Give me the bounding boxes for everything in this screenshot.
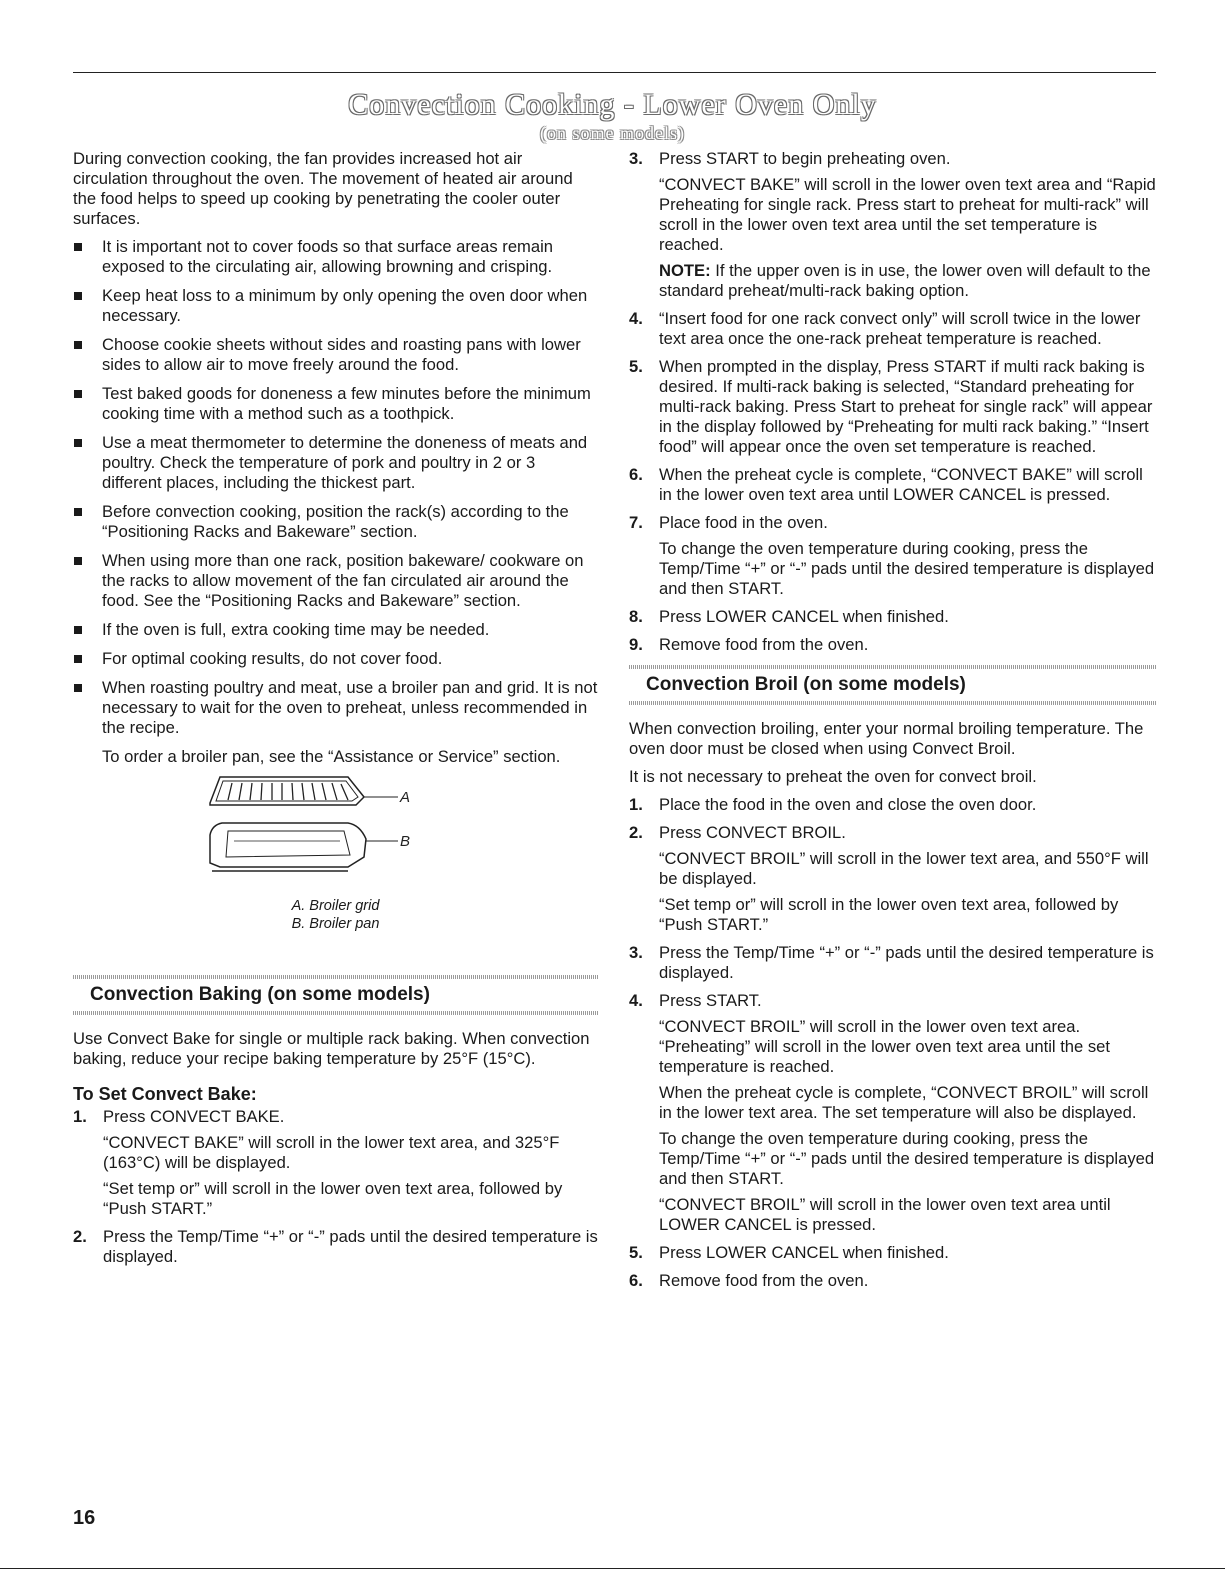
- broil-intro: When convection broiling, enter your normal broiling temperature. The oven door must be closed when using Convect Broil.: [629, 719, 1144, 758]
- bullet-icon: [74, 243, 82, 251]
- step-detail: “CONVECT BROIL” will scroll in the lower oven text area until LOWER CANCEL is pressed.: [659, 1195, 1111, 1234]
- step-number: 2.: [73, 1227, 87, 1246]
- step-number: 4.: [629, 309, 643, 328]
- tips-list: [73, 237, 598, 738]
- list-item: [73, 433, 598, 493]
- bottom-rule: [0, 1568, 1225, 1569]
- bullet-icon: [74, 508, 82, 516]
- step-number: 2.: [629, 823, 643, 842]
- broiler-illustration: [198, 775, 438, 887]
- step-text: Press CONVECT BAKE.: [103, 1107, 285, 1126]
- list-item-text: When using more than one rack, position bakeware/ cookware on the racks to allow movement of the fan circulated air around the food. See the “Positioning Racks and Bakeware” section.: [102, 551, 584, 610]
- list-item-text: For optimal cooking results, do not cover food.: [102, 649, 443, 668]
- step-text: Remove food from the oven.: [659, 635, 869, 654]
- step-item: [73, 1227, 598, 1267]
- top-rule: [73, 72, 1156, 73]
- step-text: Place the food in the oven and close the oven door.: [659, 795, 1037, 814]
- bullet-icon: [74, 390, 82, 398]
- step-detail: “CONVECT BROIL” will scroll in the lower text area, and 550°F will be displayed.: [659, 849, 1149, 888]
- step-number: 5.: [629, 1243, 643, 1262]
- step-number: 6.: [629, 465, 643, 484]
- note-text: If the upper oven is in use, the lower oven will default to the standard preheat/multi-rack baking option.: [659, 261, 1151, 300]
- step-detail: When the preheat cycle is complete, “CONVECT BROIL” will scroll in the lower text area. The set temperature will also be displayed.: [659, 1083, 1149, 1122]
- step-item: [629, 823, 1156, 935]
- page-title: Convection Cooking - Lower Oven Only: [348, 88, 877, 121]
- note-label: NOTE:: [659, 261, 711, 280]
- caption-broiler-grid: A. Broiler grid: [291, 898, 380, 914]
- page-subtitle: (on some models): [540, 123, 685, 143]
- step-item: [629, 513, 1156, 599]
- step-number: 3.: [629, 149, 643, 168]
- step-number: 5.: [629, 357, 643, 376]
- step-text: Press the Temp/Time “+” or “-” pads until the desired temperature is displayed.: [659, 943, 1154, 982]
- convect-bake-subhead: To Set Convect Bake:: [73, 1084, 257, 1104]
- label-a: A: [400, 789, 411, 806]
- step-number: 9.: [629, 635, 643, 654]
- step-detail: To change the oven temperature during cooking, press the Temp/Time “+” or “-” pads until the desired temperature is displayed and then START.: [659, 539, 1155, 598]
- step-text: Press START.: [659, 991, 762, 1010]
- baking-section-header: [73, 975, 598, 1015]
- list-item-text: If the oven is full, extra cooking time may be needed.: [102, 620, 490, 639]
- bullet-icon: [74, 626, 82, 634]
- step-text: When the preheat cycle is complete, “CONVECT BAKE” will scroll in the lower oven text area until LOWER CANCEL is pressed.: [659, 465, 1143, 504]
- caption-broiler-pan: B. Broiler pan: [291, 916, 380, 932]
- step-item: [629, 309, 1156, 349]
- broil-preheat-note: It is not necessary to preheat the oven for convect broil.: [629, 767, 1037, 786]
- step-item: [629, 1271, 1156, 1291]
- list-item: [73, 678, 598, 738]
- list-item: [73, 237, 598, 277]
- step-detail: “CONVECT BAKE” will scroll in the lower oven text area and “Rapid Preheating for single rack. Press start to preheat for multi-rack” will scroll in the lower oven text area until the set temperature is reached.: [659, 175, 1156, 254]
- list-item-text: Keep heat loss to a minimum by only opening the oven door when necessary.: [102, 286, 588, 325]
- list-item: [73, 502, 598, 542]
- list-item: [73, 551, 598, 611]
- list-item: [73, 335, 598, 375]
- step-text: “Insert food for one rack convect only” will scroll twice in the lower text area once the one-rack preheat temperature is reached.: [659, 309, 1141, 348]
- right-column: [629, 149, 1156, 1299]
- bullet-icon: [74, 439, 82, 447]
- list-item: [73, 649, 598, 669]
- label-b: B: [400, 833, 411, 850]
- step-number: 8.: [629, 607, 643, 626]
- step-item: [629, 357, 1156, 457]
- intro-paragraph: During convection cooking, the fan provides increased hot air circulation throughout the oven. The movement of heated air around the food helps to speed up cooking by penetrating the cooler outer surfaces.: [73, 149, 573, 228]
- step-text: Press START to begin preheating oven.: [659, 149, 951, 168]
- baking-intro: Use Convect Bake for single or multiple rack baking. When convection baking, reduce your recipe baking temperature by 25°F (15°C).: [73, 1029, 590, 1068]
- convect-bake-steps-continued: [629, 149, 1156, 655]
- step-number: 1.: [629, 795, 643, 814]
- step-text: When prompted in the display, Press START if multi rack baking is desired. If multi-rack baking is selected, “Standard preheating for multi-rack baking. Press Start to preheat for single rack” will appear in the display followed by “Preheating for multi rack baking.” “Insert food” will appear once the oven set temperature is reached.: [659, 357, 1153, 456]
- hatch-rule: [629, 701, 1156, 705]
- step-number: 4.: [629, 991, 643, 1010]
- step-text: Place food in the oven.: [659, 513, 828, 532]
- step-item: [629, 943, 1156, 983]
- step-detail: “Set temp or” will scroll in the lower oven text area, followed by “Push START.”: [103, 1179, 563, 1218]
- step-number: 3.: [629, 943, 643, 962]
- bullet-icon: [74, 341, 82, 349]
- convect-broil-steps: [629, 795, 1156, 1291]
- list-item: [73, 384, 598, 424]
- step-detail: “CONVECT BAKE” will scroll in the lower text area, and 325°F (163°C) will be displayed.: [103, 1133, 560, 1172]
- step-item: [73, 1107, 598, 1219]
- list-item-text: Choose cookie sheets without sides and roasting pans with lower sides to allow air to move freely around the food.: [102, 335, 581, 374]
- step-text: Press LOWER CANCEL when finished.: [659, 1243, 949, 1262]
- list-item-text: Use a meat thermometer to determine the doneness of meats and poultry. Check the temperature of pork and poultry in 2 or 3 different places, including the thickest part.: [102, 433, 588, 492]
- list-item-text: Before convection cooking, position the rack(s) according to the “Positioning Racks and Bakeware” section.: [102, 502, 569, 541]
- step-number: 1.: [73, 1107, 87, 1126]
- step-item: [629, 795, 1156, 815]
- step-note: [659, 261, 1156, 301]
- step-item: [629, 991, 1156, 1235]
- list-item-text: It is important not to cover foods so that surface areas remain exposed to the circulating air, allowing browning and crisping.: [102, 237, 554, 276]
- list-item-text: When roasting poultry and meat, use a broiler pan and grid. It is not necessary to wait for the oven to preheat, unless recommended in the recipe.: [102, 678, 598, 737]
- step-text: Press LOWER CANCEL when finished.: [659, 607, 949, 626]
- broiler-pan-shape: [210, 823, 366, 867]
- broiler-figure: [73, 775, 598, 935]
- broiler-order-note: To order a broiler pan, see the “Assistance or Service” section.: [102, 747, 561, 766]
- bullet-icon: [74, 684, 82, 692]
- step-text: Press CONVECT BROIL.: [659, 823, 846, 842]
- list-item-text: Test baked goods for doneness a few minutes before the minimum cooking time with a method such as a toothpick.: [102, 384, 591, 423]
- step-detail: To change the oven temperature during cooking, press the Temp/Time “+” or “-” pads until the desired temperature is displayed and then START.: [659, 1129, 1155, 1188]
- step-item: [629, 635, 1156, 655]
- list-item: [73, 620, 598, 640]
- bullet-icon: [74, 655, 82, 663]
- bullet-icon: [74, 292, 82, 300]
- step-item: [629, 607, 1156, 627]
- baking-section-title: Convection Baking (on some models): [90, 984, 430, 1005]
- step-text: Remove food from the oven.: [659, 1271, 869, 1290]
- convect-bake-steps: [73, 1107, 598, 1267]
- step-text: Press the Temp/Time “+” or “-” pads until the desired temperature is displayed.: [103, 1227, 598, 1266]
- step-item: [629, 149, 1156, 301]
- left-column: [73, 149, 598, 1275]
- list-item: [73, 286, 598, 326]
- bullet-icon: [74, 557, 82, 565]
- step-number: 6.: [629, 1271, 643, 1290]
- step-detail: “Set temp or” will scroll in the lower oven text area, followed by “Push START.”: [659, 895, 1119, 934]
- step-item: [629, 465, 1156, 505]
- broil-section-title: Convection Broil (on some models): [646, 674, 966, 695]
- page-number: 16: [73, 1507, 96, 1529]
- hatch-rule: [73, 1011, 598, 1015]
- step-item: [629, 1243, 1156, 1263]
- broil-section-header: [629, 665, 1156, 705]
- step-number: 7.: [629, 513, 643, 532]
- step-detail: “CONVECT BROIL” will scroll in the lower oven text area. “Preheating” will scroll in the lower oven text area until the set temperature is reached.: [659, 1017, 1111, 1076]
